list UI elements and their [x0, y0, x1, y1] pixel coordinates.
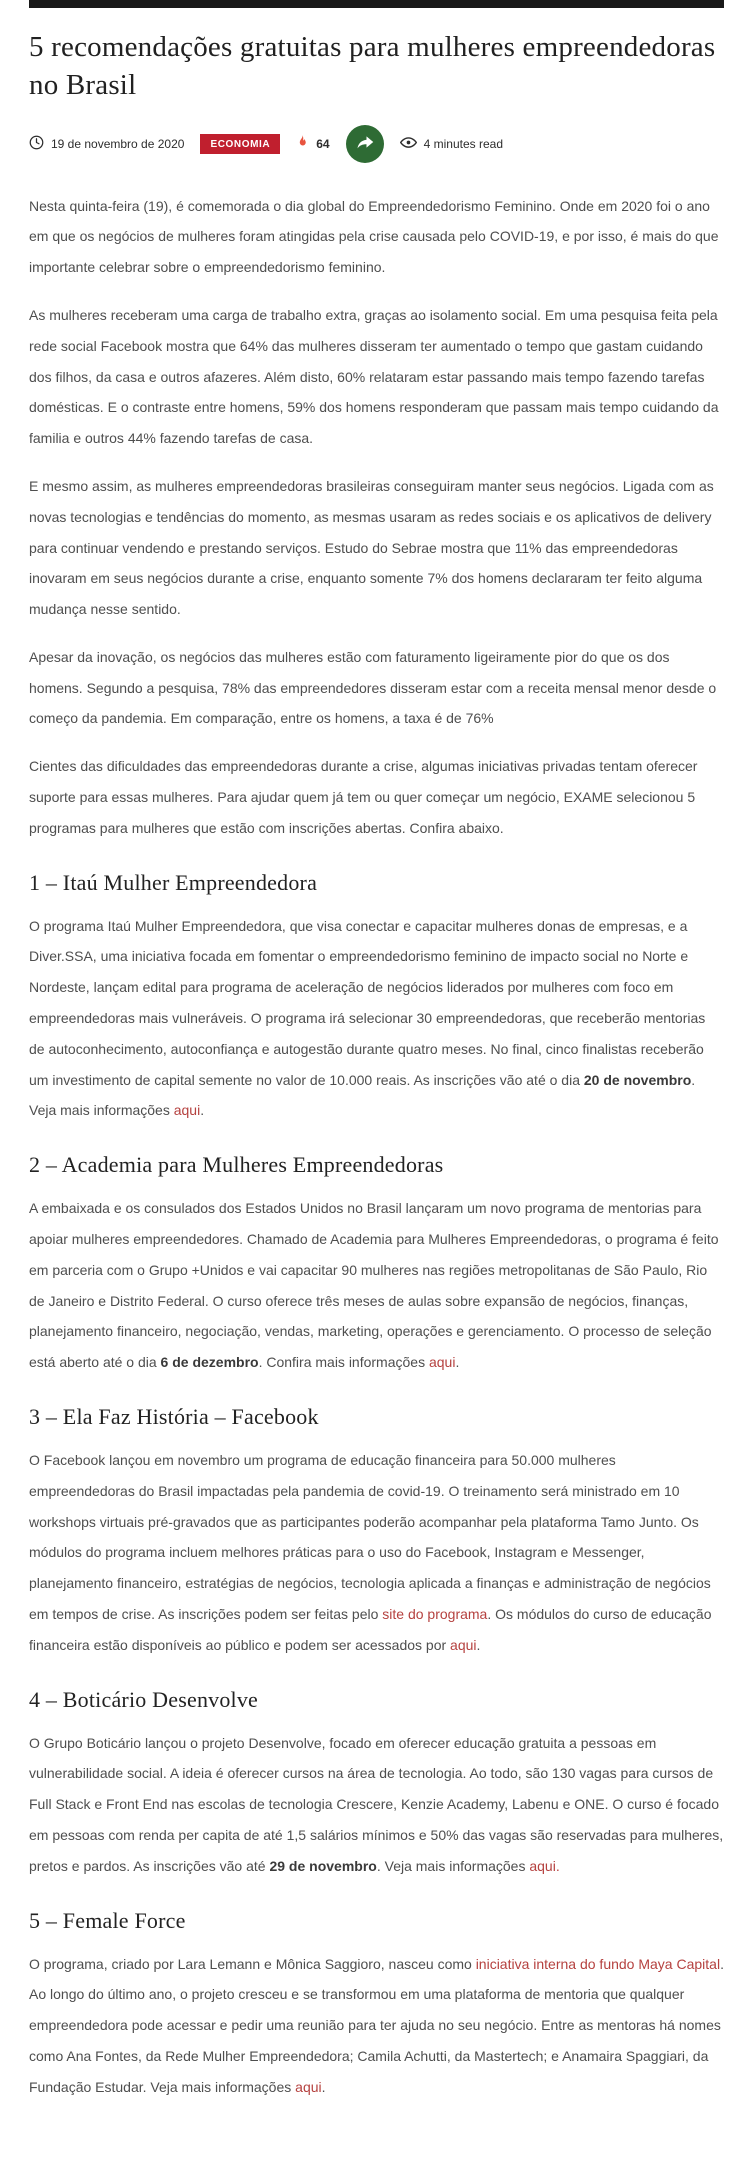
section-heading: 5 – Female Force [29, 1907, 186, 1933]
inline-link[interactable]: aqui [428, 1354, 456, 1371]
intro-paragraph [29, 642, 724, 734]
paragraph-text: O Facebook lançou em novembro um programa de educação financeira para 50.000 mulheres empreendedoras do Brasil impactadas pela pandemia de covid-19. O treinamento será ministrado em 10 workshops virtuais pré-gravados que as participantes poderão acompanhar pela plataforma Tamo Junto. Os módulos do programa incluem melhores práticas para o uso do Facebook, Instagram e Messenger, planejamento financeiro, estratégias de negócios, tecnologia aplicada a finanças e administração de negócios em tempos de crise. As inscrições podem ser feitas pelo [29, 1452, 711, 1623]
section-paragraph [29, 1949, 724, 2103]
page-title: 5 recomendações gratuitas para mulheres empreendedoras no Brasil [29, 31, 716, 102]
publish-date [29, 135, 184, 153]
paragraph-text: . [476, 1636, 481, 1653]
inline-link[interactable]: iniciativa interna do fundo Maya Capital [475, 1955, 721, 1972]
paragraph-text: . Ao longo do último ano, o projeto cresceu e se transformou em uma plataforma de mentoria que qualquer empreendedora pode acessar e pedir uma reunião para ter ajuda no seu negócio. Entre as mentoras há nomes como Ana Fontes, da Rede Mulher Empreendedora; Camila Achutti, da Mastertech; e Anamaira Spaggiari, da Fundação Estudar. Veja mais informações [29, 1955, 724, 2095]
section-heading: 3 – Ela Faz História – Facebook [29, 1404, 319, 1430]
inline-link[interactable]: aqui [173, 1102, 201, 1119]
intro-paragraph [29, 191, 724, 283]
paragraph-text: A embaixada e os consulados dos Estados Unidos no Brasil lançaram um novo programa de mentorias para apoiar mulheres empreendedores. Chamado de Academia para Mulheres Empreendedoras, o programa é feito em parceria com o Grupo +Unidos e vai capacitar 90 mulheres nas regiões metropolitanas de São Paulo, Rio de Janeiro e Distrito Federal. O curso oferece três meses de aulas sobre expansão de negócios, finanças, planejamento financeiro, negociação, vendas, marketing, operações e gerenciamento. O processo de seleção está aberto até o dia [29, 1200, 719, 1371]
intro-paragraph [29, 300, 724, 454]
fire-count-label: 64 [316, 136, 330, 151]
read-time-label: 4 minutes read [423, 136, 503, 151]
intro-paragraph [29, 751, 724, 843]
inline-link[interactable]: aqui [450, 1636, 477, 1653]
inline-link[interactable]: aqui. [529, 1857, 560, 1874]
share-arrow-icon [356, 134, 374, 153]
paragraph-text: . Os módulos do curso de educação financeira estão disponíveis ao público e podem ser acessados por [29, 1606, 712, 1653]
intro-paragraph [29, 471, 724, 625]
bold-text: 29 de novembro [269, 1857, 377, 1874]
read-time [400, 136, 503, 152]
inline-link[interactable]: aqui [295, 2078, 322, 2095]
inline-link[interactable]: site do programa [382, 1606, 488, 1623]
fire-counter [296, 134, 329, 153]
paragraph-text: O Grupo Boticário lançou o projeto Desenvolve, focado em oferecer educação gratuita a pessoas em vulnerabilidade social. A ideia é oferecer cursos na área de tecnologia. Ao todo, são 130 vagas para cursos de Full Stack e Front End nas escolas de tecnologia Crescere, Kenzie Academy, Labenu e ONE. O curso é focado em pessoas com renda per capita de até 1,5 salários mínimos e 50% das vagas são reservadas para mulheres, pretos e pardos. As inscrições vão até [29, 1734, 724, 1874]
publish-date-label: 19 de novembro de 2020 [51, 136, 185, 151]
section-paragraph [29, 911, 724, 1127]
share-button[interactable] [346, 125, 384, 163]
paragraph-text: . [455, 1354, 460, 1371]
section-paragraph [29, 1445, 724, 1661]
paragraph-text: . [200, 1102, 205, 1119]
flame-icon [296, 134, 309, 153]
paragraph-text: Cientes das dificuldades das empreendedoras durante a crise, algumas iniciativas privadas tentam oferecer suporte para essas mulheres. Para ajudar quem já tem ou quer começar um negócio, EXAME selecionou 5 programas para mulheres que estão com inscrições abertas. Confira abaixo. [29, 758, 698, 836]
clock-icon [29, 135, 44, 153]
section-heading: 2 – Academia para Mulheres Empreendedoras [29, 1152, 444, 1178]
paragraph-text: E mesmo assim, as mulheres empreendedoras brasileiras conseguiram manter seus negócios. Ligada com as novas tecnologias e tendências do momento, as mesmas usaram as redes sociais e os aplicativos de delivery para continuar vendendo e prestando serviços. Estudo do Sebrae mostra que 11% das empreendedoras inovaram em seus negócios durante a crise, enquanto somente 7% dos homens declararam ter feito alguma mudança nesse sentido. [29, 477, 714, 618]
paragraph-text: O programa Itaú Mulher Empreendedora, que visa conectar e capacitar mulheres donas de empresas, e a Diver.SSA, uma iniciativa focada em fomentar o empreendedorismo feminino de impacto social no Norte e Nordeste, lançam edital para programa de aceleração de negócios liderados por mulheres com foco em empreendedoras mais vulneráveis. O programa irá selecionar 30 empreendedoras, que receberão mentorias de autoconhecimento, autoconfiança e autogestão durante quatro meses. No final, cinco finalistas receberão um investimento de capital semente no valor de 10.000 reais. As inscrições vão até o dia [29, 917, 706, 1088]
bold-text: 6 de dezembro [160, 1354, 259, 1371]
paragraph-text: . [321, 2078, 326, 2095]
eye-icon [400, 136, 417, 152]
category-badge[interactable]: ECONOMIA [200, 134, 280, 154]
article-body [29, 191, 724, 2103]
section-paragraph [29, 1193, 724, 1378]
section-heading: 4 – Boticário Desenvolve [29, 1686, 259, 1712]
section-paragraph [29, 1728, 724, 1882]
article-meta [29, 125, 724, 163]
paragraph-text: Nesta quinta-feira (19), é comemorada o dia global do Empreendedorismo Feminino. Onde em 2020 foi o ano em que os negócios de mulheres foram atingidas pela crise causada pelo COVID-19, e por isso, é mais do que importante celebrar sobre o empreendedorismo feminino. [29, 197, 719, 276]
bold-text: 20 de novembro [583, 1071, 692, 1088]
paragraph-text: . Veja mais informações [29, 1071, 696, 1119]
paragraph-text: As mulheres receberam uma carga de trabalho extra, graças ao isolamento social. Em uma pesquisa feita pela rede social Facebook mostra que 64% das mulheres disseram ter aumentado o tempo que gastam cuidando dos filhos, da casa e outros afazeres. Além disto, 60% relataram estar passando mais tempo fazendo tarefas domésticas. E o contraste entre homens, 59% dos homens responderam que passam mais tempo cuidando da familia e outros 44% fazendo tarefas de casa. [29, 306, 719, 447]
paragraph-text: . Veja mais informações [376, 1857, 530, 1874]
article [0, 8, 753, 2166]
paragraph-text: . Confira mais informações [258, 1354, 429, 1371]
section-heading: 1 – Itaú Mulher Empreendedora [29, 869, 318, 895]
paragraph-text: O programa, criado por Lara Lemann e Mônica Saggioro, nasceu como [29, 1955, 476, 1972]
top-nav-bar [29, 0, 724, 8]
paragraph-text: Apesar da inovação, os negócios das mulheres estão com faturamento ligeiramente pior do que os dos homens. Segundo a pesquisa, 78% das empreendedores disseram estar com a receita mensal menor desde o começo da pandemia. Em comparação, entre os homens, a taxa é de 76% [29, 648, 717, 727]
